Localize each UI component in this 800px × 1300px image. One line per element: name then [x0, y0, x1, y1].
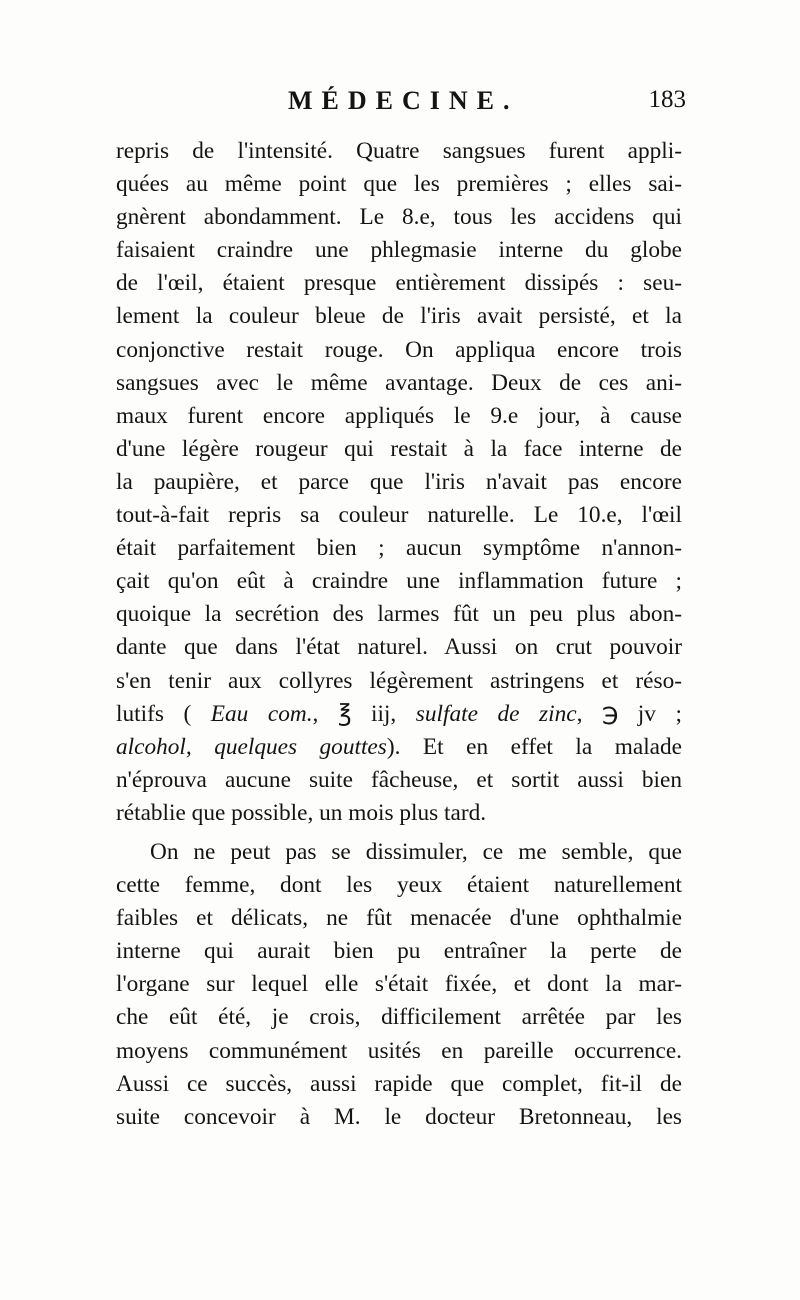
- text-line: moyens communément usités en pareille occurrence.: [116, 1037, 682, 1064]
- formula-line: [116, 731, 682, 764]
- formula-open: lutifs (: [116, 700, 192, 727]
- text-line: cette femme, dont les yeux étaient naturellement: [116, 872, 682, 899]
- text-line: che eût été, je crois, difficilement arrêtée par les: [116, 1004, 682, 1031]
- text-line: conjonctive restait rouge. On appliqua encore trois: [116, 336, 682, 363]
- text-line: repris de l'intensité. Quatre sangsues furent appli-: [116, 138, 682, 164]
- formula-eau: Eau com.: [210, 700, 313, 727]
- text-line: tout-à-fait repris sa couleur naturelle. Le 10.e, l'œil: [116, 502, 682, 529]
- running-head: [118, 86, 686, 126]
- text-line: dante que dans l'état naturel. Aussi on crut pouvoir: [116, 634, 682, 661]
- text-line: maux furent encore appliqués le 9.e jour, à cause: [116, 402, 682, 429]
- text-line: quoique la secrétion des larmes fût un peu plus abon-: [116, 601, 682, 628]
- body-text: [116, 135, 682, 1134]
- running-title: MÉDECINE.: [288, 86, 519, 115]
- text-line: n'éprouva aucune suite fâcheuse, et sortit aussi bien: [116, 766, 682, 793]
- text-line: l'organe sur lequel elle s'était fixée, et dont la mar-: [116, 971, 682, 998]
- formula-line: [116, 698, 682, 731]
- text-line: On ne peut pas se dissimuler, ce me semble, que: [150, 838, 682, 865]
- text-line: rétablie que possible, un mois plus tard.: [116, 799, 487, 826]
- formula-sulfate-quantity: , ℈ jv ;: [576, 700, 682, 727]
- formula-alcohol-rest: ). Et en effet la malade: [386, 733, 682, 760]
- text-line: la paupière, et parce que l'iris n'avait pas encore: [116, 468, 682, 495]
- text-line: d'une légère rougeur qui restait à la face interne de: [116, 435, 682, 462]
- text-line: Aussi ce succès, aussi rapide que complet, fit-il de: [116, 1070, 682, 1097]
- text-line: lement la couleur bleue de l'iris avait persisté, et la: [116, 303, 682, 330]
- formula-sulfate: sulfate de zinc: [415, 700, 577, 727]
- text-line: quées au même point que les premières ; elles sai-: [116, 171, 682, 198]
- paragraph-2: [116, 836, 682, 1134]
- page-number: 183: [648, 86, 686, 113]
- text-line: de l'œil, étaient presque entièrement dissipés : seu-: [116, 270, 682, 297]
- text-line: sangsues avec le même avantage. Deux de ces ani-: [116, 369, 682, 396]
- text-line: faisaient craindre une phlegmasie interne du globe: [116, 237, 682, 264]
- text-line: suite concevoir à M. le docteur Bretonneau, les: [116, 1103, 682, 1130]
- text-line: faibles et délicats, ne fût menacée d'une ophthalmie: [116, 905, 682, 932]
- formula-eau-quantity: , ℥ iij,: [312, 700, 397, 727]
- text-line: s'en tenir aux collyres légèrement astringens et réso-: [116, 667, 682, 694]
- text-line: interne qui aurait bien pu entraîner la perte de: [116, 938, 682, 965]
- text-line: était parfaitement bien ; aucun symptôme n'annon-: [116, 535, 682, 562]
- paragraph-1: [116, 135, 682, 830]
- formula-alcohol: alcohol, quelques gouttes: [116, 733, 387, 760]
- text-line: gnèrent abondamment. Le 8.e, tous les accidens qui: [116, 204, 682, 231]
- text-line: çait qu'on eût à craindre une inflammation future ;: [116, 568, 682, 595]
